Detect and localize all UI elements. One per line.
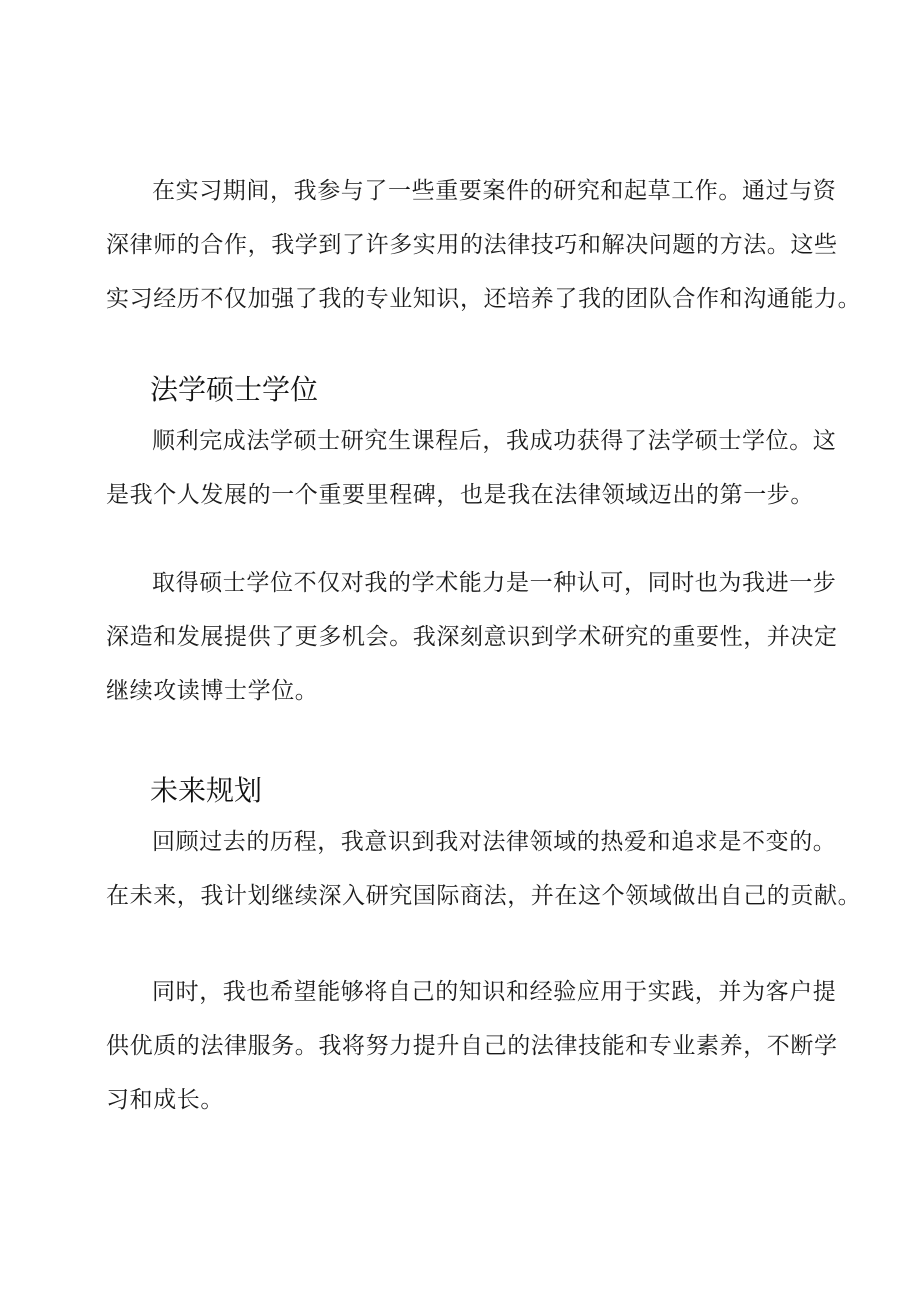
paragraph-line: 继续攻读博士学位。 [106,678,319,704]
internship-paragraph [106,164,862,326]
masters-paragraph-1 [106,414,837,522]
masters-paragraph-2 [106,556,838,718]
paragraph-line: 顺利完成法学硕士研究生课程后，我成功获得了法学硕士学位。这 [152,428,837,454]
paragraph-line: 同时，我也希望能够将自己的知识和经验应用于实践，并为客户提 [152,979,837,1005]
masters-degree-heading: 法学硕士学位 [150,373,319,406]
paragraph-line: 供优质的法律服务。我将努力提升自己的法律技能和专业素养，不断学 [106,1033,838,1059]
paragraph-line: 习和成长。 [106,1087,224,1113]
paragraph-line: 在未来，我计划继续深入研究国际商法，并在这个领域做出自己的贡献。 [106,883,862,909]
paragraph-line: 实习经历不仅加强了我的专业知识，还培养了我的团队合作和沟通能力。 [106,286,862,312]
paragraph-line: 是我个人发展的一个重要里程碑，也是我在法律领域迈出的第一步。 [106,482,814,508]
future-paragraph-1 [106,815,862,923]
future-plans-heading: 未来规划 [150,774,263,807]
paragraph-line: 深律师的合作，我学到了许多实用的法律技巧和解决问题的方法。这些 [106,232,838,258]
future-paragraph-2 [106,965,838,1127]
paragraph-line: 回顾过去的历程，我意识到我对法律领域的热爱和追求是不变的。 [152,829,837,855]
paragraph-line: 深造和发展提供了更多机会。我深刻意识到学术研究的重要性，并决定 [106,624,838,650]
paragraph-line: 在实习期间，我参与了一些重要案件的研究和起草工作。通过与资 [152,178,837,204]
paragraph-line: 取得硕士学位不仅对我的学术能力是一种认可，同时也为我进一步 [152,570,837,596]
